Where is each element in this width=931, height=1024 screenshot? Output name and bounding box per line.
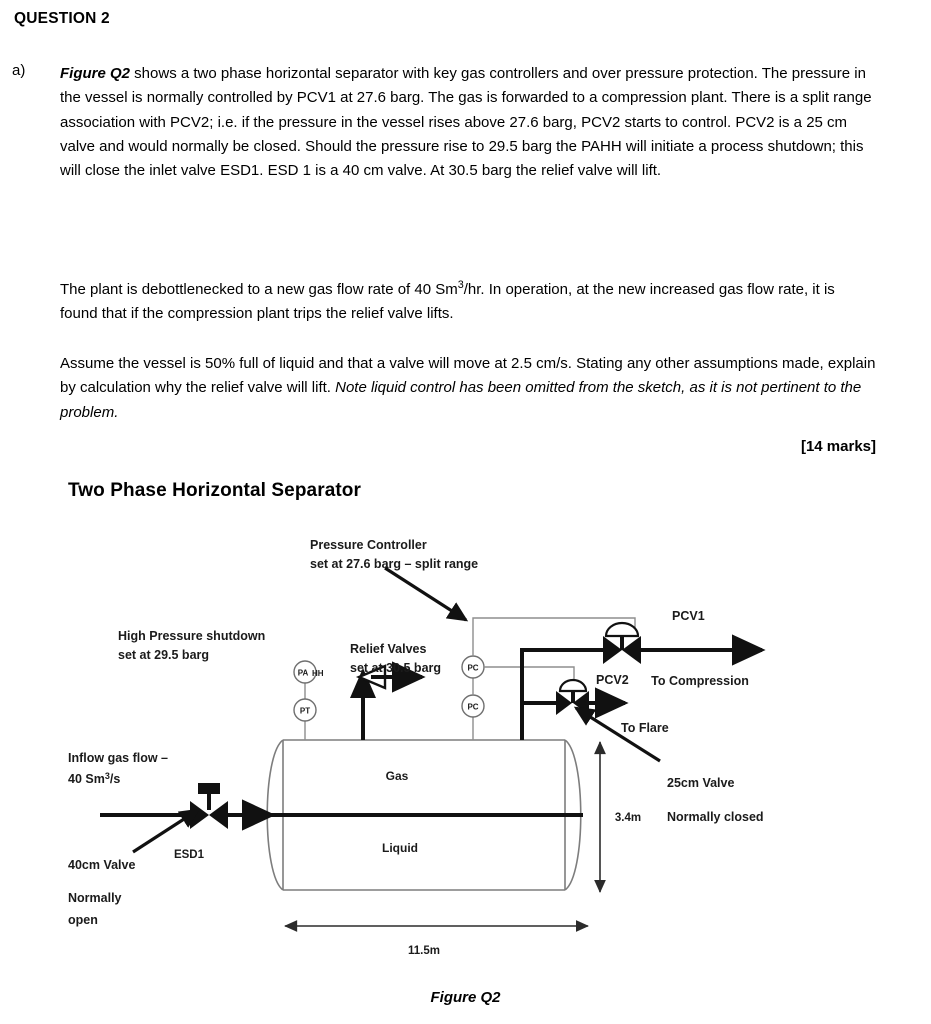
figure-caption: Figure Q2 bbox=[430, 989, 501, 1006]
gas-phase-label: Gas bbox=[385, 769, 409, 783]
inflow-annotation-line2 bbox=[68, 771, 120, 786]
pcv2-label: PCV2 bbox=[596, 673, 629, 687]
inflow-unit: /s bbox=[109, 772, 121, 786]
length-dimension-label: 11.5m bbox=[408, 945, 440, 957]
normally-closed-annotation: Normally closed bbox=[667, 810, 764, 824]
pahh-bubble-label: PA bbox=[297, 668, 309, 678]
figure-reference: Figure Q2 bbox=[60, 65, 131, 82]
pcv1-label: PCV1 bbox=[672, 609, 705, 623]
gas-riser-to-pcv1 bbox=[522, 650, 603, 740]
relief-valves-annotation-line2: set at 30.5 barg bbox=[350, 661, 442, 675]
normally-open-annotation-line1: Normally bbox=[68, 891, 122, 905]
page-title: QUESTION 2 bbox=[14, 10, 110, 27]
pcv2-actuator-dome bbox=[560, 680, 586, 691]
pt-bubble-label: PT bbox=[299, 706, 311, 716]
valve40-annotation: 40cm Valve bbox=[68, 858, 136, 872]
pressure-controller-annotation-line1: Pressure Controller bbox=[310, 538, 427, 552]
figure-container bbox=[0, 470, 931, 1024]
pc-bubble-lower-label: PC bbox=[467, 702, 479, 712]
sm3-superscript: 3 bbox=[457, 279, 464, 291]
dimension-group bbox=[285, 742, 641, 957]
inlet-line-group bbox=[100, 783, 272, 861]
pcv1-actuator-dome bbox=[606, 623, 638, 636]
esd1-label: ESD1 bbox=[173, 849, 205, 861]
figure-title: Two Phase Horizontal Separator bbox=[68, 480, 361, 501]
paragraph-assumptions bbox=[60, 352, 876, 425]
inflow-annotation-line1: Inflow gas flow – bbox=[68, 751, 169, 765]
to-flare-label: To Flare bbox=[621, 721, 669, 735]
high-pressure-annotation-line1: High Pressure shutdown bbox=[118, 629, 266, 643]
paragraph-debottleneck-text-a: The plant is debottlenecked to a new gas flow rate of 40 Sm bbox=[60, 281, 458, 298]
relief-valves-annotation-line1: Relief Valves bbox=[350, 642, 427, 656]
high-pressure-annotation-line2: set at 29.5 barg bbox=[118, 648, 210, 662]
separator-vessel bbox=[265, 740, 583, 890]
valve25-annotation: 25cm Valve bbox=[667, 776, 735, 790]
normally-open-annotation-line2: open bbox=[68, 913, 98, 927]
paragraph-debottleneck-text-b: /hr. In operation, at the new increased gas flow rate, it is found that if the compression plant trips the relief valve lifts. bbox=[60, 281, 835, 323]
pahh-pt-instrument-group bbox=[294, 661, 324, 740]
inflow-superscript: 3 bbox=[104, 771, 110, 781]
paragraph-debottleneck bbox=[60, 278, 876, 327]
to-compression-label: To Compression bbox=[651, 674, 749, 688]
marks-allocation: [14 marks] bbox=[800, 438, 876, 455]
part-label: a) bbox=[12, 62, 26, 79]
paragraph-a bbox=[60, 62, 876, 183]
height-dimension-label: 3.4m bbox=[614, 812, 642, 824]
gas-outlet-group bbox=[522, 650, 603, 740]
paragraph-assumptions-text: Assume the vessel is 50% full of liquid and that a valve will move at 2.5 cm/s. Stating any other assumptions made, explain by calculation why the relief valve will lift. bbox=[60, 355, 876, 397]
esd1-valve-icon bbox=[190, 783, 228, 829]
inflow-value: 40 Sm bbox=[68, 772, 105, 786]
paragraph-a-text: shows a two phase horizontal separator with key gas controllers and over pressure protection. The pressure in the vessel is normally controlled by PCV1 at 27.6 barg. The gas is forwarded to a compression plant. There is a split range association with PCV2; i.e. if the pressure in the vessel rises above 27.6 barg, PCV2 starts to control. PCV2 is a 25 cm valve and would normally be closed. Should the pressure rise to 29.5 barg the PAHH will initiate a process shutdown; this will close the inlet valve ESD1. ESD 1 is a 40 cm valve. At 30.5 barg the relief valve will lift. bbox=[60, 65, 872, 180]
pressure-controller-annotation-line2: set at 27.6 barg – split range bbox=[310, 557, 479, 571]
pc-bubble-upper-label: PC bbox=[467, 663, 479, 673]
pressure-controller-leader bbox=[385, 568, 466, 620]
relief-valve-group bbox=[350, 666, 422, 740]
paragraph-assumptions-note: Note liquid control has been omitted from the sketch, as it is not pertinent to the problem. bbox=[60, 379, 862, 421]
separator-diagram bbox=[0, 470, 931, 1024]
pahh-bubble-label-suffix: HH bbox=[312, 669, 324, 678]
liquid-phase-label: Liquid bbox=[382, 841, 418, 855]
